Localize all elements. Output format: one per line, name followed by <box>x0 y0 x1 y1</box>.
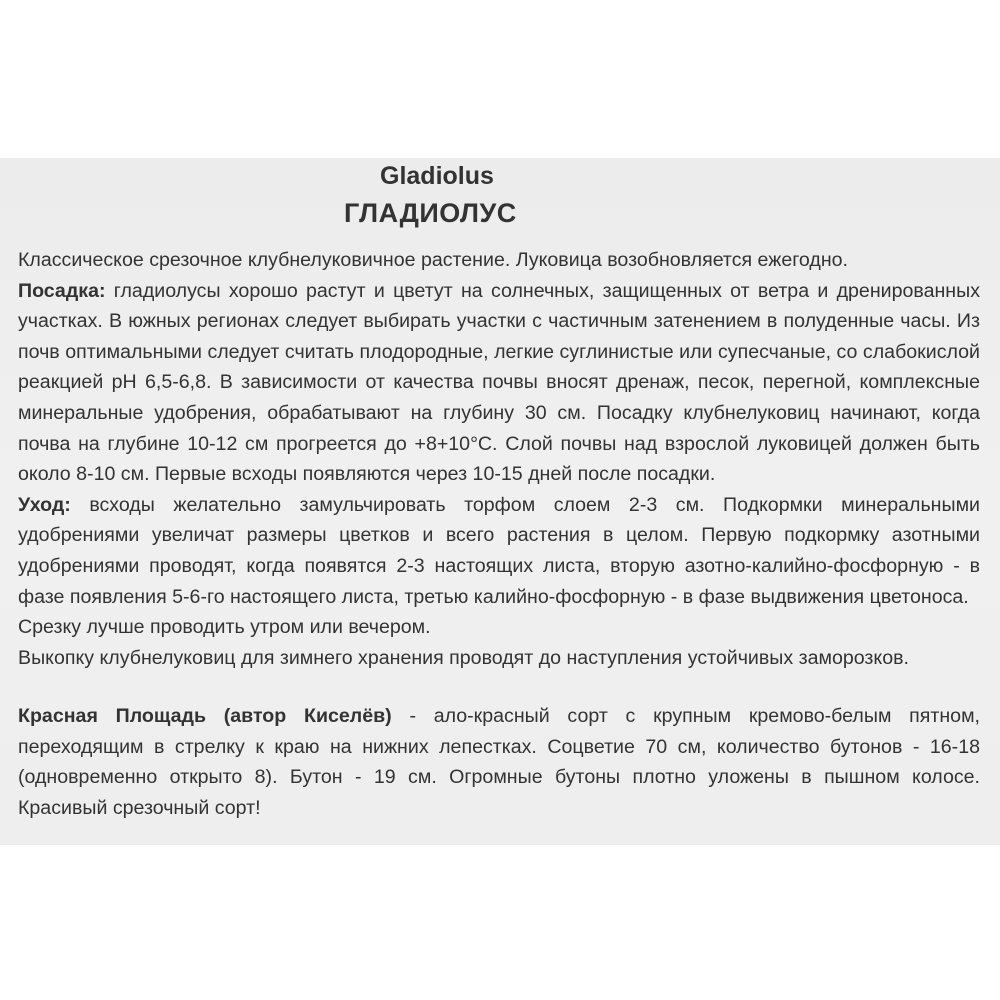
care-paragraph <box>18 490 980 612</box>
digging-paragraph: Выкопку клубнелуковиц для зимнего хранения проводят до наступления устойчивых заморозков. <box>18 646 909 669</box>
planting-paragraph <box>18 276 980 490</box>
variety-paragraph <box>18 701 980 823</box>
variety-block <box>18 701 980 823</box>
planting-label: Посадка: <box>18 279 106 302</box>
cutting-paragraph: Срезку лучше проводить утром или вечером. <box>18 616 431 639</box>
variety-text: - ало-красный сорт с крупным кремово-белым пятном, переходящим в стрелку к краю на нижних лепестках. Соцветие 70 см, количество бутонов - 16-18 (одновременно открыто 8). Бутон - 19 см. Огромные бутоны плотно уложены в пышном колосе. Красивый срезочный сорт! <box>18 705 980 819</box>
title-russian: ГЛАДИОЛУС <box>344 198 517 228</box>
planting-text: гладиолусы хорошо растут и цветут на солнечных, защищенных от ветра и дренированных участках. В южных регионах следует выбирать участки с частичным затенением в полуденные часы. Из почв оптимальными следует считать плодородные, легкие суглинистые или супесчаные, со слабокислой реакцией pH 6,5-6,8. В зависимости от качества почвы вносят дренаж, песок, перегной, комплексные минеральные удобрения, обрабатывают на глубину 30 см. Посадку клубнелуковиц начинают, когда почва на глубине 10-12 см прогреется до +8+10°С. Слой почвы над взрослой луковицей должен быть около 8-10 см. Первые всходы появляются через 10-15 дней после посадки. <box>18 279 980 486</box>
intro-paragraph: Классическое срезочное клубнелуковичное растение. Луковица возобновляется ежегодно. <box>18 249 848 271</box>
care-text: всходы желательно замульчировать торфом слоем 2-3 см. Подкормки минеральными удобрениями увеличат размеры цветков и всего растения в целом. Первую подкормку азотными удобрениями проводят, когда появятся 2-3 настоящих листа, вторую азотно-калийно-фосфорную - в фазе появления 5-6-го настоящего листа, третью калийно-фосфорную - в фазе выдвижения цветоноса. <box>18 493 980 608</box>
title-latin: Gladiolus <box>380 162 494 190</box>
variety-label: Красная Площадь (автор Киселёв) <box>18 705 392 727</box>
care-label: Уход: <box>18 493 71 516</box>
description-block <box>18 245 980 673</box>
product-label-card <box>0 158 1000 845</box>
